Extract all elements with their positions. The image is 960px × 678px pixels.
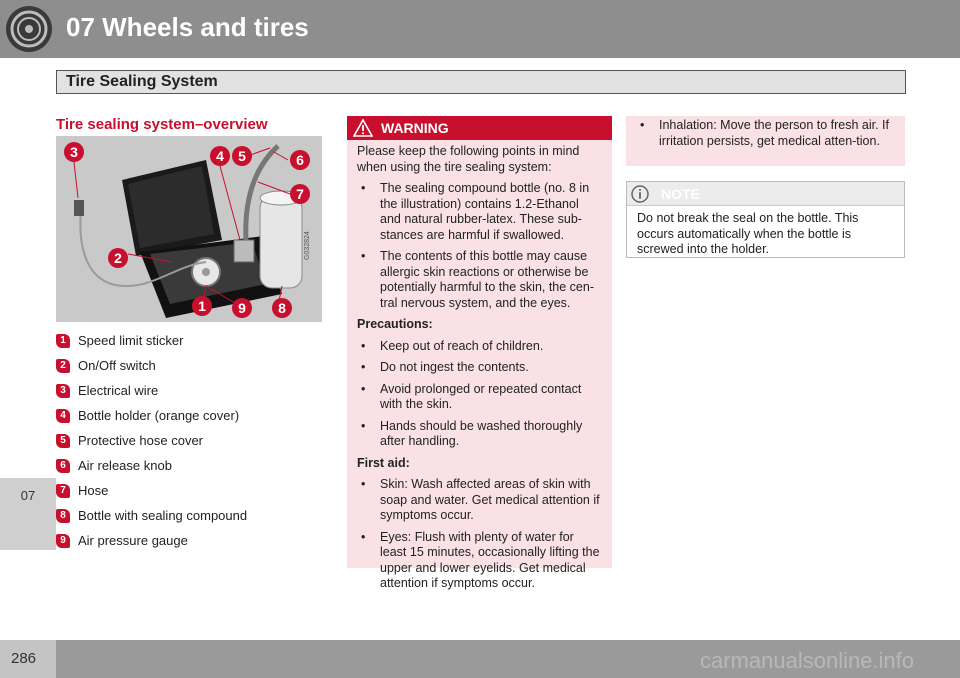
page-number: 286: [11, 650, 37, 667]
legend-number: 2: [56, 359, 70, 373]
svg-text:7: 7: [296, 186, 304, 202]
precaution-bullet: • Avoid prolonged or repeated contact with the skin.: [357, 382, 602, 413]
precaution-bullet: • Do not ingest the contents.: [357, 360, 602, 376]
warning-bullet: • The sealing compound bottle (no. 8 in the illustration) contains 1.2-Ethanol and natural rubber-latex. These sub-stances are harmful if swallowed.: [357, 181, 602, 243]
precaution-bullet: • Hands should be washed thoroughly after handling.: [357, 419, 602, 450]
figure-code: G032824: [304, 231, 311, 260]
legend-number: 9: [56, 534, 70, 548]
chapter-title: 07 Wheels and tires: [66, 12, 309, 42]
svg-text:1: 1: [198, 298, 206, 314]
legend-item: [56, 328, 326, 353]
legend-item: [56, 503, 326, 528]
legend-label: Electrical wire: [78, 383, 159, 398]
svg-text:4: 4: [216, 148, 224, 164]
legend-number: 3: [56, 384, 70, 398]
legend-number: 6: [56, 459, 70, 473]
legend-number: 4: [56, 409, 70, 423]
precaution-bullet: • Keep out of reach of children.: [357, 339, 602, 355]
first-aid-bullet: • Skin: Wash affected areas of skin with soap and water. Get medical attention if symptoms occur.: [357, 477, 602, 524]
legend-item: [56, 378, 326, 403]
warning-continuation: [626, 116, 905, 166]
warning-continuation-body: [626, 116, 905, 149]
callout-1: [192, 296, 212, 316]
callout-5: [232, 146, 252, 166]
legend-number: 7: [56, 484, 70, 498]
warning-intro: Please keep the following points in mind when using the tire sealing system:: [357, 144, 580, 174]
legend-label: Air release knob: [78, 458, 172, 473]
precautions-heading: Precautions:: [357, 317, 433, 331]
chapter-strip: [0, 58, 56, 640]
legend-label: Hose: [78, 483, 109, 498]
warning-triangle-icon: [353, 119, 373, 137]
warning-heading: WARNING: [381, 120, 449, 136]
note-box: [626, 181, 905, 258]
section-title: Tire Sealing System: [66, 73, 218, 90]
watermark: carmanualsonline.info: [700, 648, 915, 673]
legend-label: Bottle with sealing compound: [78, 508, 248, 523]
legend-label: Speed limit sticker: [78, 333, 184, 348]
legend-item: [56, 478, 326, 503]
info-icon: [631, 185, 649, 203]
first-aid-heading: First aid:: [357, 455, 410, 470]
callout-7: [290, 184, 310, 204]
legend-number: 1: [56, 334, 70, 348]
callout-4: [210, 146, 230, 166]
callout-8: [272, 298, 292, 318]
tire-sealing-kit-illustration: [56, 136, 322, 322]
warning-bullet: • The contents of this bottle may cause allergic skin reactions or otherwise be potentially harmful to the skin, the cen-tral nervous system, and the eyes.: [357, 249, 602, 311]
callout-9: [232, 298, 252, 318]
svg-text:6: 6: [296, 152, 304, 168]
legend-item: [56, 528, 326, 553]
note-heading: NOTE: [661, 185, 700, 202]
legend-item: [56, 428, 326, 453]
legend-number: 8: [56, 509, 70, 523]
legend-list: [56, 328, 326, 553]
note-header: [627, 182, 904, 206]
legend-number: 5: [56, 434, 70, 448]
chapter-tab-label: 07: [20, 488, 36, 503]
legend-label: Protective hose cover: [78, 433, 204, 448]
first-aid-bullet: • Eyes: Flush with plenty of water for least 15 minutes, occasionally lifting the upper and lower eyelids. Get medical attention if symptoms occur.: [357, 530, 602, 592]
callout-2: [108, 248, 128, 268]
overview-heading: Tire sealing system–overview: [56, 116, 268, 133]
callout-6: [290, 150, 310, 170]
svg-text:9: 9: [238, 300, 246, 316]
legend-label: On/Off switch: [78, 358, 156, 373]
legend-item: [56, 353, 326, 378]
svg-text:8: 8: [278, 300, 286, 316]
tire-icon: [6, 6, 52, 52]
warning-body: [347, 140, 612, 592]
svg-text:3: 3: [70, 144, 78, 160]
callout-3: [64, 142, 84, 162]
warning-box: [347, 116, 612, 590]
first-aid-bullet: • Inhalation: Move the person to fresh air. If irritation persists, get medical atten-tion.: [636, 118, 895, 149]
legend-item: [56, 403, 326, 428]
svg-text:2: 2: [114, 250, 122, 266]
warning-header: [347, 116, 612, 140]
legend-label: Air pressure gauge: [78, 533, 188, 548]
svg-text:5: 5: [238, 148, 246, 164]
legend-item: [56, 453, 326, 478]
note-text: Do not break the seal on the bottle. This occurs automatically when the bottle is screwed into the holder.: [637, 211, 859, 256]
legend-label: Bottle holder (orange cover): [78, 408, 240, 423]
